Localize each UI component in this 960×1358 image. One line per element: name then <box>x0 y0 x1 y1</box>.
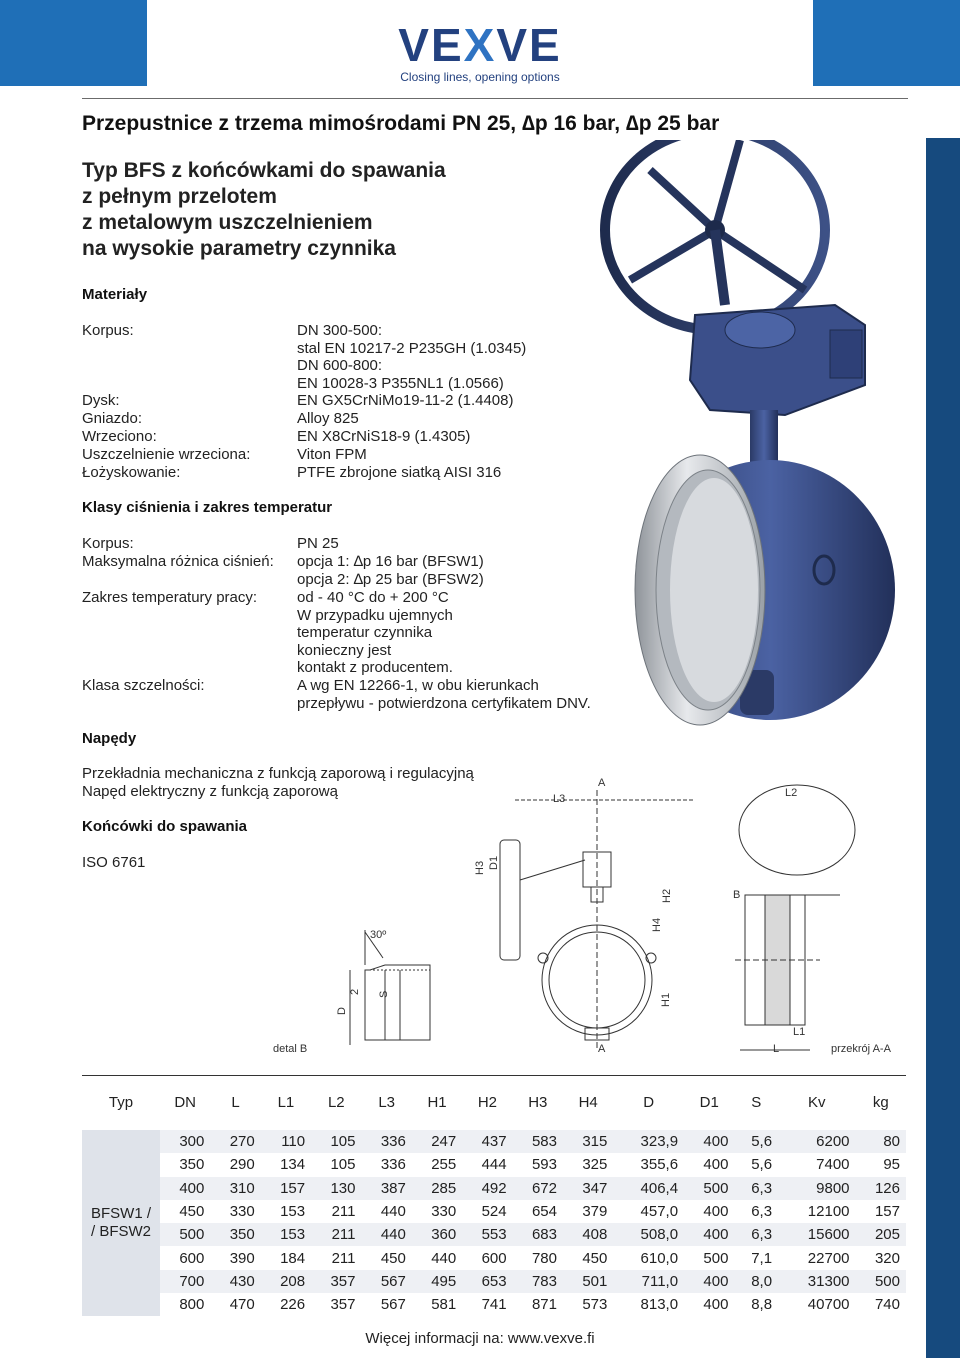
table-cell: 323,9 <box>613 1130 684 1153</box>
pressure-value-tightness: A wg EN 12266-1, w obu kierunkach przepływu - potwierdzona certyfikatem DNV. <box>297 677 591 712</box>
table-cell: 9800 <box>778 1177 855 1200</box>
dim-h3-label: H3 <box>474 860 486 875</box>
material-value-stem-seal: Viton FPM <box>297 446 367 463</box>
table-cell: 390 <box>229 1249 255 1267</box>
table-cell: 700 <box>160 1270 210 1293</box>
material-label-disc: Dysk: <box>82 392 120 409</box>
table-cell: 15600 <box>778 1223 855 1246</box>
col-header: S <box>751 1094 762 1111</box>
dim-l3-label: L3 <box>553 793 566 805</box>
page-title: Przepustnice z trzema mimośrodami PN 25, ∆p 16 bar, ∆p 25 bar <box>82 112 720 135</box>
detail-b-marker: B <box>733 889 741 901</box>
table-cell: 211 <box>311 1223 361 1246</box>
table-cell: 285 <box>412 1177 462 1200</box>
table-cell: 31300 <box>778 1270 855 1293</box>
dim-d1-label: D1 <box>488 855 500 870</box>
table-cell: 110 <box>261 1130 311 1153</box>
technical-drawings <box>265 770 905 1060</box>
table-cell: 457,0 <box>640 1203 679 1221</box>
table-cell: 205 <box>856 1223 906 1246</box>
table-cell: 247 <box>412 1130 462 1153</box>
table-row <box>82 1293 906 1316</box>
table-cell: 500 <box>160 1223 210 1246</box>
table-cell: 400 <box>684 1130 734 1153</box>
pressure-value-max-diff: opcja 1: ∆p 16 bar (BFSW1) opcja 2: ∆p 25 bar (BFSW2) <box>297 553 484 588</box>
col-header: Kv <box>808 1094 826 1111</box>
table-cell: 440 <box>431 1249 457 1267</box>
table-cell: 450 <box>179 1203 205 1221</box>
table-cell: 683 <box>513 1223 563 1246</box>
dim-l2-label: L2 <box>785 787 798 799</box>
table-cell: 813,0 <box>640 1296 679 1314</box>
dim-h4-label: H4 <box>651 917 663 932</box>
table-cell: 130 <box>311 1177 361 1200</box>
section-a-bottom-label: A <box>598 1043 606 1055</box>
table-cell: 470 <box>229 1296 255 1314</box>
pressure-heading: Klasy ciśnienia i zakres temperatur <box>82 499 333 516</box>
angle-label: 30º <box>370 929 387 941</box>
table-cell: 500 <box>856 1270 906 1293</box>
dim-l-label: L <box>773 1043 780 1055</box>
dim-2-label: 2 <box>349 988 361 995</box>
table-cell: 437 <box>462 1130 512 1153</box>
table-cell: 400 <box>684 1270 734 1293</box>
table-cell: 400 <box>703 1203 729 1221</box>
table-cell: 153 <box>261 1223 311 1246</box>
table-cell: 270 <box>210 1130 260 1153</box>
table-cell: 524 <box>481 1203 507 1221</box>
material-value-bearing: PTFE zbrojone siatką AISI 316 <box>297 464 502 481</box>
table-cell: 350 <box>179 1156 205 1174</box>
table-cell: 871 <box>531 1296 557 1314</box>
table-cell: 553 <box>462 1223 512 1246</box>
dim-h2-label: H2 <box>661 888 673 903</box>
pressure-value-temperature: od - 40 °C do + 200 °C W przypadku ujemnych temperatur czynnika konieczny jest kontakt z producentem. <box>297 589 453 676</box>
type-group-cell: BFSW1 / / BFSW2 <box>82 1130 160 1316</box>
detail-b-label: detal B <box>273 1043 308 1055</box>
table-cell: 783 <box>513 1270 563 1293</box>
table-cell: 7400 <box>816 1156 850 1174</box>
table-cell: 387 <box>362 1177 412 1200</box>
table-cell: 492 <box>462 1177 512 1200</box>
table-cell: 12100 <box>807 1203 850 1221</box>
table-cell: 440 <box>380 1203 406 1221</box>
material-value-disc: EN GX5CrNiMo19-11-2 (1.4408) <box>297 392 514 409</box>
table-row <box>82 1153 906 1176</box>
table-cell: 336 <box>362 1130 412 1153</box>
table-cell: 6,3 <box>734 1177 778 1200</box>
header-left-block <box>0 0 147 86</box>
table-cell: 325 <box>582 1156 608 1174</box>
table-row <box>82 1270 906 1293</box>
table-cell: 450 <box>582 1249 608 1267</box>
col-header: H1 <box>427 1094 447 1111</box>
dimensions-table <box>82 1075 906 1316</box>
table-cell: 211 <box>331 1203 356 1221</box>
col-header: L3 <box>378 1094 396 1111</box>
table-cell: 379 <box>582 1203 608 1221</box>
col-header: D <box>643 1094 655 1111</box>
table-cell: 360 <box>412 1223 462 1246</box>
table-cell: 157 <box>874 1203 900 1221</box>
table-cell: 157 <box>261 1177 311 1200</box>
pressure-label-max-diff: Maksymalna różnica ciśnień: <box>82 553 274 570</box>
table-cell: 255 <box>431 1156 457 1174</box>
table-cell: 573 <box>582 1296 608 1314</box>
table-cell: 184 <box>280 1249 306 1267</box>
table-cell: 357 <box>330 1296 356 1314</box>
material-label-seat: Gniazdo: <box>82 410 143 427</box>
section-aa-label: przekrój A-A <box>831 1043 891 1055</box>
drives-list: Przekładnia mechaniczna z funkcją zaporową i regulacyjną Napęd elektryczny z funkcją zaporową <box>82 765 474 800</box>
table-cell: 406,4 <box>613 1177 684 1200</box>
table-cell: 95 <box>883 1156 900 1174</box>
col-header: H2 <box>477 1094 498 1111</box>
table-cell: 800 <box>179 1296 205 1314</box>
header-right-block <box>813 0 960 86</box>
material-label-stem-seal: Uszczelnienie wrzeciona: <box>82 446 251 463</box>
section-a-top-label: A <box>598 777 606 789</box>
valve-product-image <box>590 140 920 730</box>
table-cell: 600 <box>481 1249 507 1267</box>
table-cell: 501 <box>563 1270 613 1293</box>
table-cell: 500 <box>684 1177 734 1200</box>
col-header: kg <box>872 1094 889 1111</box>
table-cell: 7,1 <box>751 1249 773 1267</box>
table-cell: 310 <box>210 1177 260 1200</box>
table-cell: 500 <box>703 1249 729 1267</box>
table-cell: 347 <box>563 1177 613 1200</box>
material-value-seat: Alloy 825 <box>297 410 359 427</box>
table-row <box>82 1223 906 1246</box>
table-cell: 105 <box>330 1156 356 1174</box>
table-cell: 5,6 <box>751 1156 773 1174</box>
dim-d-label: D <box>336 1007 348 1015</box>
table-cell: 495 <box>412 1270 462 1293</box>
col-header: H3 <box>528 1094 548 1111</box>
dim-h1-label: H1 <box>660 992 672 1007</box>
col-header: L1 <box>277 1094 295 1111</box>
materials-heading: Materiały <box>82 286 148 303</box>
pressure-label-body: Korpus: <box>82 535 134 552</box>
table-cell: 581 <box>431 1296 457 1314</box>
col-header: L <box>231 1094 240 1111</box>
product-subtitle: Typ BFS z końcówkami do spawania z pełnym przelotem z metalowym uszczelnieniem na wysokie parametry czynnika <box>82 159 446 260</box>
table-cell: 400 <box>703 1156 729 1174</box>
table-cell: 567 <box>362 1270 412 1293</box>
table-cell: 355,6 <box>640 1156 679 1174</box>
table-cell: 6,3 <box>751 1203 773 1221</box>
col-header: D1 <box>699 1094 719 1111</box>
table-cell: 6,3 <box>734 1223 778 1246</box>
table-cell: 600 <box>179 1249 205 1267</box>
col-header: L2 <box>327 1094 345 1111</box>
table-cell: 408 <box>563 1223 613 1246</box>
welding-standard: ISO 6761 <box>82 854 146 871</box>
table-cell: 583 <box>513 1130 563 1153</box>
table-cell: 290 <box>229 1156 255 1174</box>
table-cell: 593 <box>531 1156 557 1174</box>
detail-b-drawing <box>350 930 430 1045</box>
drives-heading: Napędy <box>82 730 137 747</box>
table-cell: 430 <box>210 1270 260 1293</box>
table-cell: 400 <box>684 1223 734 1246</box>
side-view-drawing <box>500 790 695 1050</box>
table-cell: 80 <box>856 1130 906 1153</box>
table-cell: 300 <box>160 1130 210 1153</box>
table-cell: 134 <box>280 1156 306 1174</box>
table-cell: 126 <box>856 1177 906 1200</box>
material-label-bearing: Łożyskowanie: <box>82 464 181 481</box>
table-cell: 8,8 <box>751 1296 773 1314</box>
table-row <box>82 1200 906 1223</box>
material-value-body: DN 300-500: stal EN 10217-2 P235GH (1.0345) DN 600-800: EN 10028-3 P355NL1 (1.0566) <box>297 322 527 392</box>
material-value-stem: EN X8CrNiS18-9 (1.4305) <box>297 428 471 445</box>
dim-l1-label: L1 <box>793 1026 806 1038</box>
col-header: H4 <box>578 1094 598 1111</box>
pressure-value-body: PN 25 <box>297 535 339 552</box>
table-cell: 444 <box>481 1156 507 1174</box>
pressure-label-tightness: Klasa szczelności: <box>82 677 205 694</box>
section-aa-drawing <box>735 785 855 1050</box>
table-cell: 672 <box>513 1177 563 1200</box>
table-cell: 440 <box>362 1223 412 1246</box>
vexve-logo: VEXVE Closing lines, opening options <box>380 22 580 84</box>
table-cell: 450 <box>380 1249 406 1267</box>
table-row <box>82 1177 906 1200</box>
table-cell: 508,0 <box>613 1223 684 1246</box>
table-cell: 711,0 <box>613 1270 684 1293</box>
logo-tagline: Closing lines, opening options <box>400 70 560 84</box>
table-cell: 610,0 <box>640 1249 679 1267</box>
table-cell: 330 <box>229 1203 255 1221</box>
welding-heading: Końcówki do spawania <box>82 818 248 835</box>
table-cell: 400 <box>160 1177 210 1200</box>
table-cell: 336 <box>380 1156 406 1174</box>
table-cell: 105 <box>311 1130 361 1153</box>
title-divider <box>82 98 908 99</box>
table-cell: 330 <box>431 1203 457 1221</box>
table-cell: 654 <box>531 1203 557 1221</box>
table-cell: 211 <box>331 1249 356 1267</box>
table-cell: 740 <box>874 1296 900 1314</box>
table-cell: 226 <box>280 1296 306 1314</box>
table-cell: 567 <box>380 1296 406 1314</box>
table-cell: 741 <box>481 1296 507 1314</box>
dim-s-label: S <box>378 990 390 998</box>
table-cell: 315 <box>563 1130 613 1153</box>
pressure-label-temperature: Zakres temperatury pracy: <box>82 589 258 606</box>
table-cell: 400 <box>703 1296 729 1314</box>
table-cell: 653 <box>462 1270 512 1293</box>
table-cell: 40700 <box>807 1296 850 1314</box>
table-header-row <box>82 1075 906 1130</box>
material-label-stem: Wrzeciono: <box>82 428 157 445</box>
table-row <box>82 1130 906 1153</box>
table-row <box>82 1246 906 1269</box>
col-header: Typ <box>108 1094 134 1111</box>
material-label-body: Korpus: <box>82 322 134 339</box>
table-cell: 8,0 <box>734 1270 778 1293</box>
footer-info: Więcej informacji na: www.vexve.fi <box>365 1330 595 1347</box>
col-header: DN <box>174 1094 197 1111</box>
table-cell: 5,6 <box>734 1130 778 1153</box>
side-accent-bar <box>926 138 960 1358</box>
table-cell: 320 <box>874 1249 900 1267</box>
table-cell: 6200 <box>778 1130 855 1153</box>
table-cell: 22700 <box>807 1249 850 1267</box>
table-cell: 780 <box>531 1249 557 1267</box>
table-cell: 357 <box>311 1270 361 1293</box>
table-cell: 153 <box>280 1203 306 1221</box>
table-cell: 208 <box>261 1270 311 1293</box>
table-cell: 350 <box>210 1223 260 1246</box>
